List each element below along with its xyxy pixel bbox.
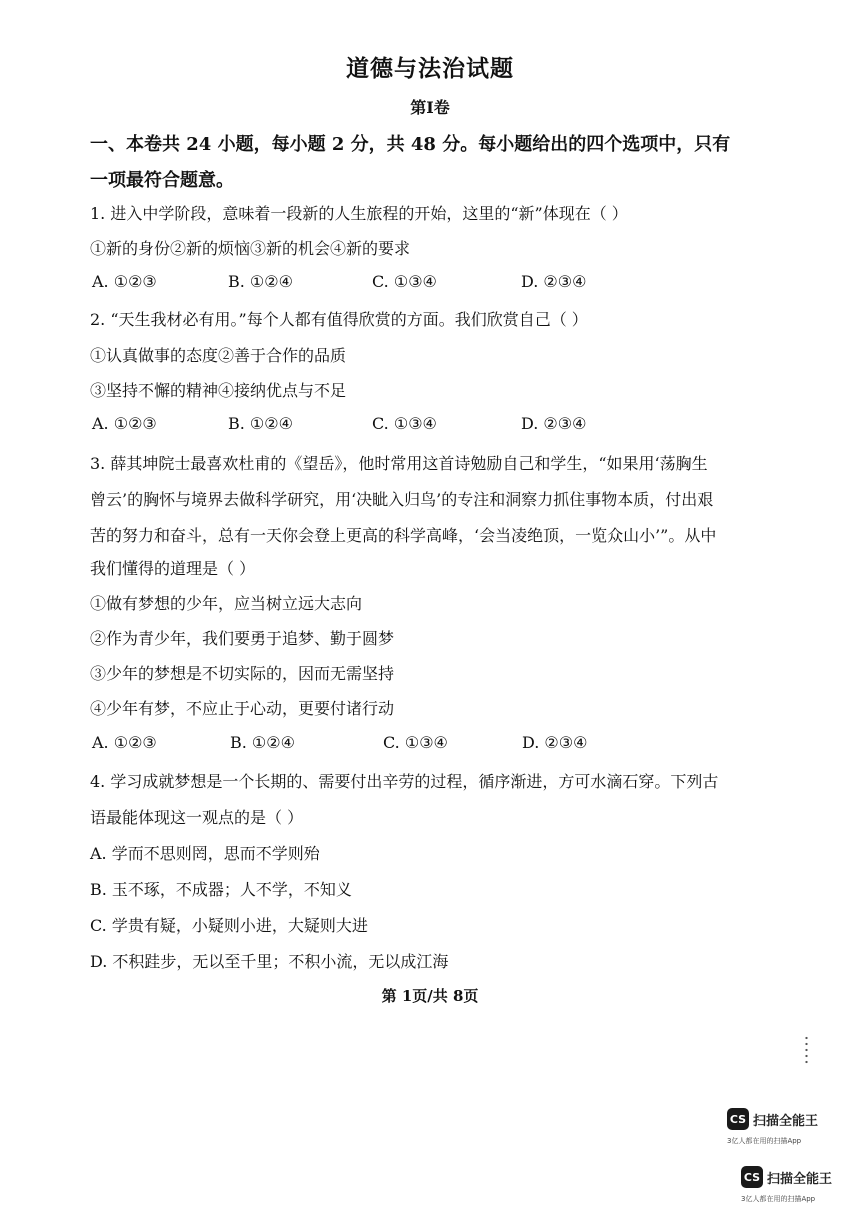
q3-item-1: ①做有梦想的少年，应当树立远大志向 bbox=[90, 594, 363, 613]
q2-item-2: ③坚持不懈的精神④接纳优点与不足 bbox=[90, 381, 347, 400]
page-title: 道德与法治试题 bbox=[346, 55, 514, 82]
watermark-upper bbox=[727, 1108, 818, 1130]
q1-option-a: A. ①②③ bbox=[92, 272, 157, 291]
q3-item-2: ②作为青少年，我们要勇于追梦、勤于圆梦 bbox=[90, 629, 395, 648]
q4-stem-line-1: 4. 学习成就梦想是一个长期的、需要付出辛劳的过程，循序渐进，方可水滴石穿。下列古 bbox=[90, 772, 719, 791]
q4-option-b: B. 玉不琢，不成器；人不学，不知义 bbox=[90, 880, 352, 899]
q4-option-d: D. 不积跬步，无以至千里；不积小流，无以成江海 bbox=[90, 952, 449, 971]
instruction-line-1: 一、本卷共 24 小题，每小题 2 分，共 48 分。每小题给出的四个选项中，只有 bbox=[90, 134, 731, 155]
q3-option-b: B. ①②④ bbox=[230, 733, 295, 752]
q2-option-d: D. ②③④ bbox=[521, 414, 587, 433]
section-title: 第I卷 bbox=[410, 98, 450, 117]
q3-stem-line-4: 我们懂得的道理是（ ） bbox=[90, 559, 256, 578]
watermark-lower bbox=[741, 1166, 832, 1188]
q2-stem: 2. “天生我材必有用。”每个人都有值得欣赏的方面。我们欣赏自己（ ） bbox=[90, 310, 588, 329]
q3-item-3: ③少年的梦想是不切实际的，因而无需坚持 bbox=[90, 664, 395, 683]
q3-option-c: C. ①③④ bbox=[383, 733, 448, 752]
q4-option-a: A. 学而不思则罔，思而不学则殆 bbox=[90, 844, 320, 863]
q3-option-a: A. ①②③ bbox=[92, 733, 157, 752]
page-number: 第 1页/共 8页 bbox=[381, 987, 479, 1005]
q2-item-1: ①认真做事的态度②善于合作的品质 bbox=[90, 346, 347, 365]
q2-option-b: B. ①②④ bbox=[228, 414, 293, 433]
watermark-name: 扫描全能王 bbox=[753, 1113, 819, 1129]
q2-option-a: A. ①②③ bbox=[92, 414, 157, 433]
q4-option-c: C. 学贵有疑，小疑则小进，大疑则大进 bbox=[90, 916, 368, 935]
cs-logo-icon: CS bbox=[727, 1108, 749, 1130]
watermark-tagline: 3亿人都在用的扫描App bbox=[727, 1137, 802, 1145]
q1-option-b: B. ①②④ bbox=[228, 272, 293, 291]
q3-item-4: ④少年有梦，不应止于心动，更要付诸行动 bbox=[90, 699, 395, 718]
scan-dots bbox=[805, 1035, 808, 1065]
instruction-line-2: 一项最符合题意。 bbox=[90, 170, 234, 191]
q2-option-c: C. ①③④ bbox=[372, 414, 437, 433]
q4-stem-line-2: 语最能体现这一观点的是（ ） bbox=[90, 808, 304, 827]
q3-stem-line-3: 苦的努力和奋斗，总有一天你会登上更高的科学高峰，‘会当凌绝顶，一览众山小’”。从中 bbox=[90, 526, 717, 545]
q1-stem: 1. 进入中学阶段，意味着一段新的人生旅程的开始，这里的“新”体现在（ ） bbox=[90, 204, 628, 223]
watermark-name: 扫描全能王 bbox=[767, 1171, 833, 1187]
q3-stem-line-2: 曾云’的胸怀与境界去做科学研究，用‘决眦入归鸟’的专注和洞察力抓住事物本质，付出艰 bbox=[90, 490, 714, 509]
q1-option-c: C. ①③④ bbox=[372, 272, 437, 291]
cs-logo-icon: CS bbox=[741, 1166, 763, 1188]
q3-option-d: D. ②③④ bbox=[522, 733, 588, 752]
q1-option-d: D. ②③④ bbox=[521, 272, 587, 291]
q1-items: ①新的身份②新的烦恼③新的机会④新的要求 bbox=[90, 239, 411, 258]
q3-stem-line-1: 3. 薛其坤院士最喜欢杜甫的《望岳》，他时常用这首诗勉励自己和学生，“如果用‘荡胸生 bbox=[90, 454, 708, 473]
watermark-tagline: 3亿人都在用的扫描App bbox=[741, 1195, 816, 1203]
